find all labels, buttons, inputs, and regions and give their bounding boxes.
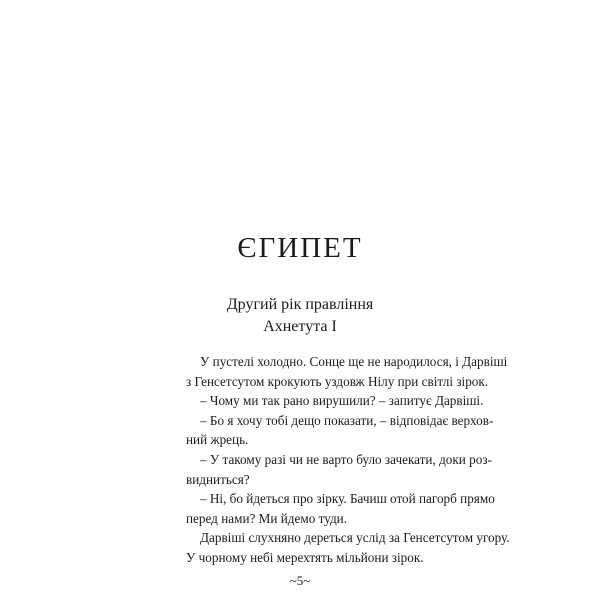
page-number: ~5~	[289, 573, 311, 588]
text-line: з Генсетсутом крокують уздовж Нілу при світлі зірок.	[186, 373, 489, 389]
text-line: – Бо я хочу тобі дещо показати, – відповідає верхов-	[200, 412, 494, 428]
body-text	[186, 352, 510, 568]
text-line: ний жрець.	[186, 432, 249, 448]
subtitle-line-2: Ахнетута І	[263, 318, 337, 335]
text-line: – Чому ми так рано вирушили? – запитує Дарвіші.	[200, 393, 484, 409]
text-line: У чорному небі мерехтять мільйони зірок.	[186, 549, 424, 565]
text-line: Дарвіші слухняно дереться услід за Генсетсутом угору.	[200, 530, 510, 546]
chapter-title: ЄГИПЕТ	[237, 232, 363, 264]
text-line: перед нами? Ми йдемо туди.	[186, 510, 348, 526]
text-line: – Ні, бо йдеться про зірку. Бачиш отой пагорб прямо	[200, 491, 495, 507]
subtitle-line-1: Другий рік правління	[226, 296, 374, 313]
text-line: – У такому разі чи не варто було зачекати, доки роз-	[200, 451, 492, 467]
chapter-subtitle	[0, 294, 600, 338]
text-line: видниться?	[186, 471, 250, 487]
text-line: У пустелі холодно. Сонце ще не народилося, і Дарвіші	[200, 354, 508, 369]
